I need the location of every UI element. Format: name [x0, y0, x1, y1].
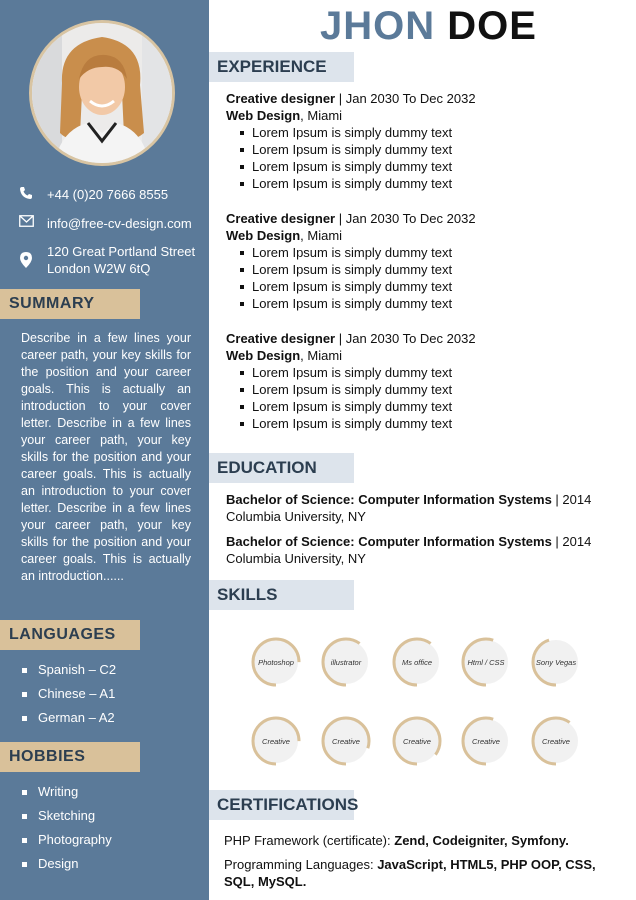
list-item: Photography — [22, 828, 112, 852]
skill-label: Creative — [542, 736, 570, 746]
contact-email — [17, 215, 192, 232]
hobbies-heading: HOBBIES — [0, 742, 140, 772]
skill-label: Creative — [472, 736, 500, 746]
skills-heading: SKILLS — [209, 580, 354, 610]
list-item: Writing — [22, 780, 112, 804]
list-item: Lorem Ipsum is simply dummy text — [240, 398, 476, 415]
list-item: Lorem Ipsum is simply dummy text — [240, 364, 476, 381]
skill-ring — [320, 715, 372, 767]
summary-text: Describe in a few lines your career path, your key skills for the position and your career goals. This is actually an introduction to your cover letter. Describe in a few lines your career path, your key skills for the position and your career goals. This is actually an introduction to your cover letter. Describe in a few lines your career path, your key skills for the position and your career goals. This is actually an introduction...... — [21, 331, 191, 583]
hobbies-list — [22, 780, 112, 876]
location-pin-icon — [17, 252, 35, 268]
skill-ring — [530, 715, 582, 767]
sidebar — [0, 0, 209, 900]
skill-label: Creative — [332, 736, 360, 746]
list-item: Design — [22, 852, 112, 876]
certifications-heading: CERTIFICATIONS — [209, 790, 354, 820]
education-heading: EDUCATION — [209, 453, 354, 483]
certification-line: Programming Languages: JavaScript, HTML5, PHP OOP, CSS, SQL, MySQL. — [224, 857, 596, 889]
summary-heading: SUMMARY — [0, 289, 140, 319]
list-item: Lorem Ipsum is simply dummy text — [240, 244, 476, 261]
list-item: Lorem Ipsum is simply dummy text — [240, 415, 476, 432]
skill-ring — [250, 636, 302, 688]
contact-phone — [17, 186, 168, 203]
skill-label: Creative — [262, 736, 290, 746]
list-item: Lorem Ipsum is simply dummy text — [240, 295, 476, 312]
skill-label: Photoshop — [258, 657, 294, 667]
list-item: Lorem Ipsum is simply dummy text — [240, 158, 476, 175]
skill-label: Sony Vegas — [535, 657, 577, 667]
list-item: German – A2 — [22, 706, 116, 730]
phone-icon — [17, 186, 35, 202]
email-text: info@free-cv-design.com — [47, 216, 192, 231]
education-entry: Bachelor of Science: Computer Information Systems | 2014 Columbia University, NY — [226, 492, 592, 524]
skill-ring — [530, 636, 582, 688]
skill-ring — [460, 636, 512, 688]
experience-entry: Creative designer | Jan 2030 To Dec 2032 Web Design, Miami Lorem Ipsum is simply dummy text Lorem Ipsum is simply dummy text Lorem Ipsum is simply dummy text Lorem Ipsum is simply dummy text — [226, 211, 476, 311]
list-item: Chinese – A1 — [22, 682, 116, 706]
phone-text: +44 (0)20 7666 8555 — [47, 187, 169, 202]
address-line1: 120 Great Portland Street — [47, 244, 196, 259]
skill-ring — [391, 715, 443, 767]
skill-label: Creative — [403, 736, 431, 746]
languages-list — [22, 658, 116, 730]
list-item: Spanish – C2 — [22, 658, 116, 682]
skill-ring — [320, 636, 372, 688]
list-item: Lorem Ipsum is simply dummy text — [240, 141, 476, 158]
mail-icon — [17, 215, 35, 231]
contact-address — [17, 243, 195, 277]
list-item: Sketching — [22, 804, 112, 828]
last-name: DOE — [447, 4, 537, 48]
list-item: Lorem Ipsum is simply dummy text — [240, 381, 476, 398]
skill-ring — [460, 715, 512, 767]
list-item: Lorem Ipsum is simply dummy text — [240, 124, 476, 141]
page-title — [0, 4, 636, 49]
skill-label: Html / CSS — [467, 657, 505, 667]
skill-ring — [391, 636, 443, 688]
experience-entry: Creative designer | Jan 2030 To Dec 2032 Web Design, Miami Lorem Ipsum is simply dummy text Lorem Ipsum is simply dummy text Lorem Ipsum is simply dummy text Lorem Ipsum is simply dummy text — [226, 331, 476, 431]
skill-label: illustrator — [330, 657, 362, 667]
list-item: Lorem Ipsum is simply dummy text — [240, 261, 476, 278]
certification-line: PHP Framework (certificate): Zend, Codeigniter, Symfony. — [224, 833, 569, 848]
experience-heading: EXPERIENCE — [209, 52, 354, 82]
education-entry: Bachelor of Science: Computer Information Systems | 2014 Columbia University, NY — [226, 534, 592, 566]
address-line2: London W2W 6tQ — [47, 261, 151, 276]
list-item: Lorem Ipsum is simply dummy text — [240, 278, 476, 295]
skill-ring — [250, 715, 302, 767]
first-name: JHON — [320, 4, 436, 48]
experience-entry: Creative designer | Jan 2030 To Dec 2032 Web Design, Miami Lorem Ipsum is simply dummy text Lorem Ipsum is simply dummy text Lorem Ipsum is simply dummy text Lorem Ipsum is simply dummy text — [226, 91, 476, 191]
list-item: Lorem Ipsum is simply dummy text — [240, 175, 476, 192]
skill-label: Ms office — [401, 657, 432, 667]
languages-heading: LANGUAGES — [0, 620, 140, 650]
